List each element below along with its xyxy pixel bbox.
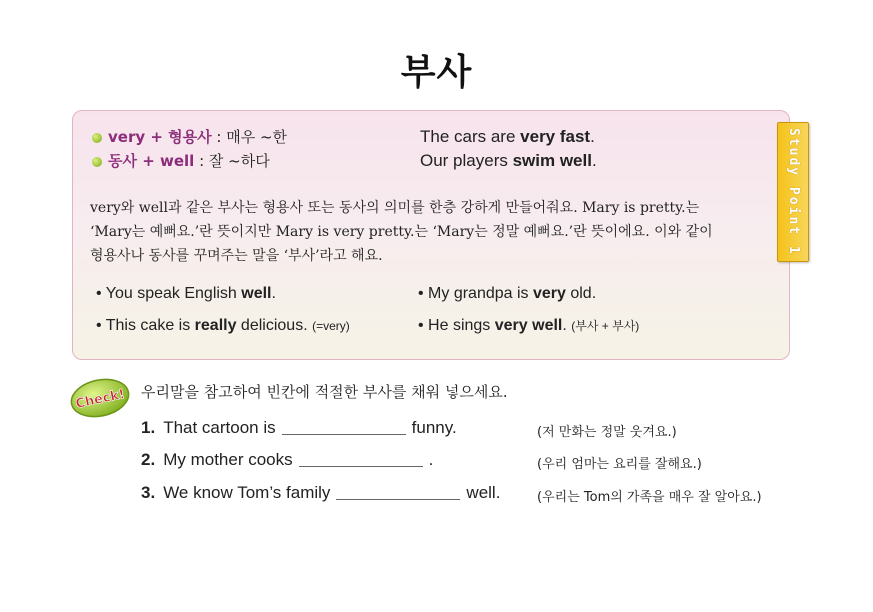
study-point-tab [777, 122, 809, 262]
paragraph-line: ‘Mary는 예뻐요.’란 뜻이지만 Mary is very pretty.는 ‘Mary는 정말 예뻐요.’란 뜻이에요. 이와 같이 [90, 224, 713, 240]
example-bullet: • He sings very well. (부사 + 부사) [418, 317, 640, 334]
question-translation: (저 만화는 정말 웃겨요.) [537, 425, 677, 440]
exercise-instruction: 우리말을 참고하여 빈칸에 적절한 부사를 채워 넣으세요. [141, 383, 508, 401]
example-bullet: • You speak English well. [96, 285, 276, 302]
check-label: Check! [74, 386, 127, 412]
bullet-note: (부사 + 부사) [571, 319, 640, 333]
page-title: 부사 [400, 52, 473, 93]
rule-meaning: : 잘 ~하다 [194, 152, 270, 170]
example-bullet: • This cake is really delicious. (=very) [96, 317, 350, 334]
question-translation: (우리는 Tom의 가족을 매우 잘 알아요.) [537, 490, 762, 505]
bullet-dot-icon [92, 133, 102, 143]
question-row: 1. That cartoon is funny. [141, 418, 457, 437]
rule-meaning: : 매우 ~한 [211, 128, 288, 146]
bullet-note: (=very) [312, 319, 350, 333]
question-row: 3. We know Tom’s family well. [141, 483, 501, 502]
answer-blank[interactable] [282, 420, 406, 435]
rule-very-adjective [92, 127, 287, 147]
rule-keyword: very + 형용사 [108, 128, 212, 146]
explanation-paragraph [90, 196, 750, 268]
rule-verb-well [92, 151, 270, 171]
question-translation: (우리 엄마는 요리를 잘해요.) [537, 457, 702, 472]
check-badge-icon [69, 377, 131, 419]
example-sentence: Our players swim well. [420, 151, 597, 170]
answer-blank[interactable] [336, 485, 460, 500]
answer-blank[interactable] [299, 452, 423, 467]
bullet-dot-icon [92, 157, 102, 167]
study-point-label: Study Point 1 [786, 128, 801, 256]
paragraph-line: 형용사나 동사를 꾸며주는 말을 ‘부사’라고 해요. [90, 248, 383, 264]
example-sentence: The cars are very fast. [420, 127, 595, 146]
rule-keyword: 동사 + well [108, 152, 195, 170]
example-bullet: • My grandpa is very old. [418, 285, 597, 302]
question-row: 2. My mother cooks . [141, 450, 434, 469]
paragraph-line: very와 well과 같은 부사는 형용사 또는 동사의 의미를 한층 강하게 만들어줘요. Mary is pretty.는 [90, 200, 700, 216]
